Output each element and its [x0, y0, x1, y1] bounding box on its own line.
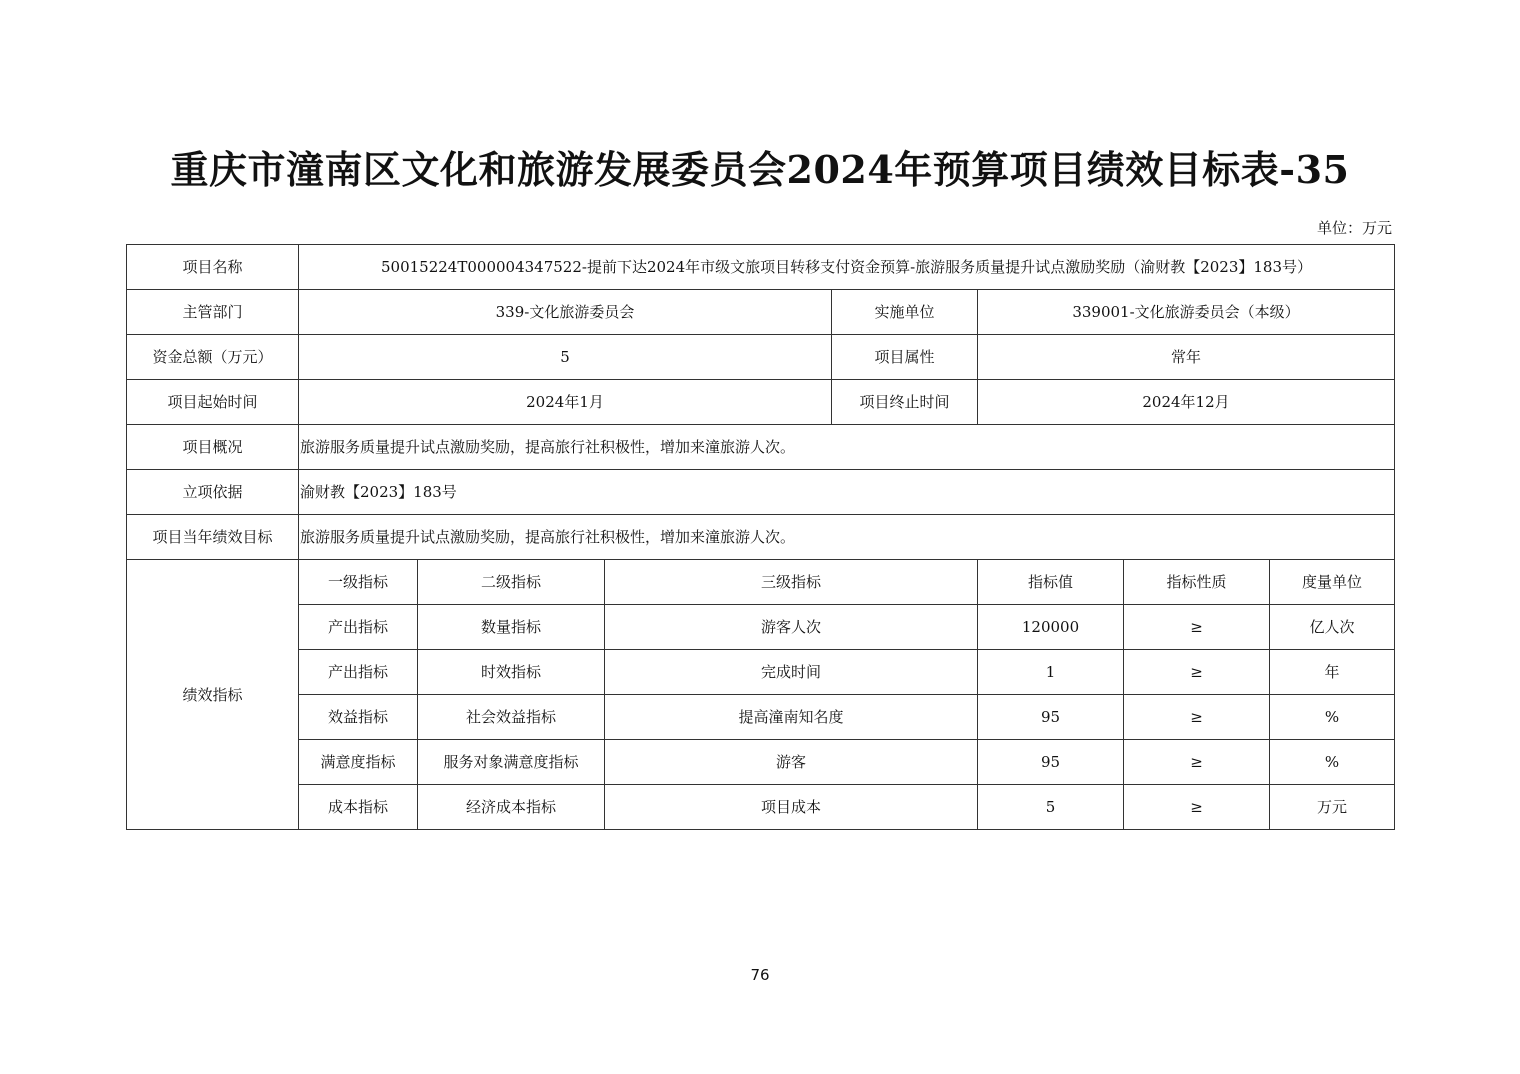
value-cell: 95	[978, 740, 1124, 785]
performance-target-table	[126, 244, 1395, 830]
level1-cell: 满意度指标	[299, 740, 418, 785]
end-label: 项目终止时间	[832, 380, 978, 425]
unit-cell: 万元	[1270, 785, 1395, 830]
start-label: 项目起始时间	[127, 380, 299, 425]
level1-cell: 产出指标	[299, 650, 418, 695]
goal-label: 项目当年绩效目标	[127, 515, 299, 560]
nature-cell: ≥	[1124, 650, 1270, 695]
table-row	[127, 515, 1395, 560]
fund-value: 5	[299, 335, 832, 380]
start-value: 2024年1月	[299, 380, 832, 425]
table-row	[127, 290, 1395, 335]
indicator-row	[127, 650, 1395, 695]
impl-value: 339001-文化旅游委员会（本级）	[978, 290, 1395, 335]
impl-label: 实施单位	[832, 290, 978, 335]
level2-cell: 社会效益指标	[418, 695, 605, 740]
fund-label: 资金总额（万元）	[127, 335, 299, 380]
table-row	[127, 335, 1395, 380]
basis-label: 立项依据	[127, 470, 299, 515]
project-name-label: 项目名称	[127, 245, 299, 290]
table-row	[127, 245, 1395, 290]
header-value: 指标值	[978, 560, 1124, 605]
nature-cell: ≥	[1124, 695, 1270, 740]
end-value: 2024年12月	[978, 380, 1395, 425]
goal-value: 旅游服务质量提升试点激励奖励，提高旅行社积极性，增加来潼旅游人次。	[299, 515, 1395, 560]
unit-cell: %	[1270, 695, 1395, 740]
level3-cell: 提高潼南知名度	[605, 695, 978, 740]
indicator-row	[127, 785, 1395, 830]
basis-value: 渝财教【2023】183号	[299, 470, 1395, 515]
value-cell: 1	[978, 650, 1124, 695]
attr-value: 常年	[978, 335, 1395, 380]
indicator-header-row	[127, 560, 1395, 605]
nature-cell: ≥	[1124, 785, 1270, 830]
level3-cell: 完成时间	[605, 650, 978, 695]
level2-cell: 时效指标	[418, 650, 605, 695]
indicator-row	[127, 695, 1395, 740]
dept-label: 主管部门	[127, 290, 299, 335]
level1-cell: 效益指标	[299, 695, 418, 740]
overview-label: 项目概况	[127, 425, 299, 470]
dept-value: 339-文化旅游委员会	[299, 290, 832, 335]
table-row	[127, 380, 1395, 425]
level3-cell: 游客	[605, 740, 978, 785]
nature-cell: ≥	[1124, 740, 1270, 785]
overview-value: 旅游服务质量提升试点激励奖励，提高旅行社积极性，增加来潼旅游人次。	[299, 425, 1395, 470]
value-cell: 95	[978, 695, 1124, 740]
indicators-section-label: 绩效指标	[127, 560, 299, 830]
level2-cell: 经济成本指标	[418, 785, 605, 830]
header-level3: 三级指标	[605, 560, 978, 605]
indicator-row	[127, 605, 1395, 650]
value-cell: 5	[978, 785, 1124, 830]
header-level2: 二级指标	[418, 560, 605, 605]
indicator-row	[127, 740, 1395, 785]
level2-cell: 服务对象满意度指标	[418, 740, 605, 785]
unit-label: 单位：万元	[1316, 219, 1392, 237]
unit-cell: 年	[1270, 650, 1395, 695]
level3-cell: 游客人次	[605, 605, 978, 650]
level2-cell: 数量指标	[418, 605, 605, 650]
header-unit: 度量单位	[1270, 560, 1395, 605]
attr-label: 项目属性	[832, 335, 978, 380]
header-nature: 指标性质	[1124, 560, 1270, 605]
unit-cell: 亿人次	[1270, 605, 1395, 650]
value-cell: 120000	[978, 605, 1124, 650]
unit-cell: %	[1270, 740, 1395, 785]
level1-cell: 成本指标	[299, 785, 418, 830]
header-level1: 一级指标	[299, 560, 418, 605]
table-row	[127, 470, 1395, 515]
nature-cell: ≥	[1124, 605, 1270, 650]
level1-cell: 产出指标	[299, 605, 418, 650]
page-title: 重庆市潼南区文化和旅游发展委员会2024年预算项目绩效目标表-35	[170, 147, 1350, 192]
page-number: 76	[750, 966, 770, 984]
level3-cell: 项目成本	[605, 785, 978, 830]
table-row	[127, 425, 1395, 470]
project-name-value: 50015224T000004347522-提前下达2024年市级文旅项目转移支付资金预算-旅游服务质量提升试点激励奖励（渝财教【2023】183号）	[299, 245, 1395, 290]
